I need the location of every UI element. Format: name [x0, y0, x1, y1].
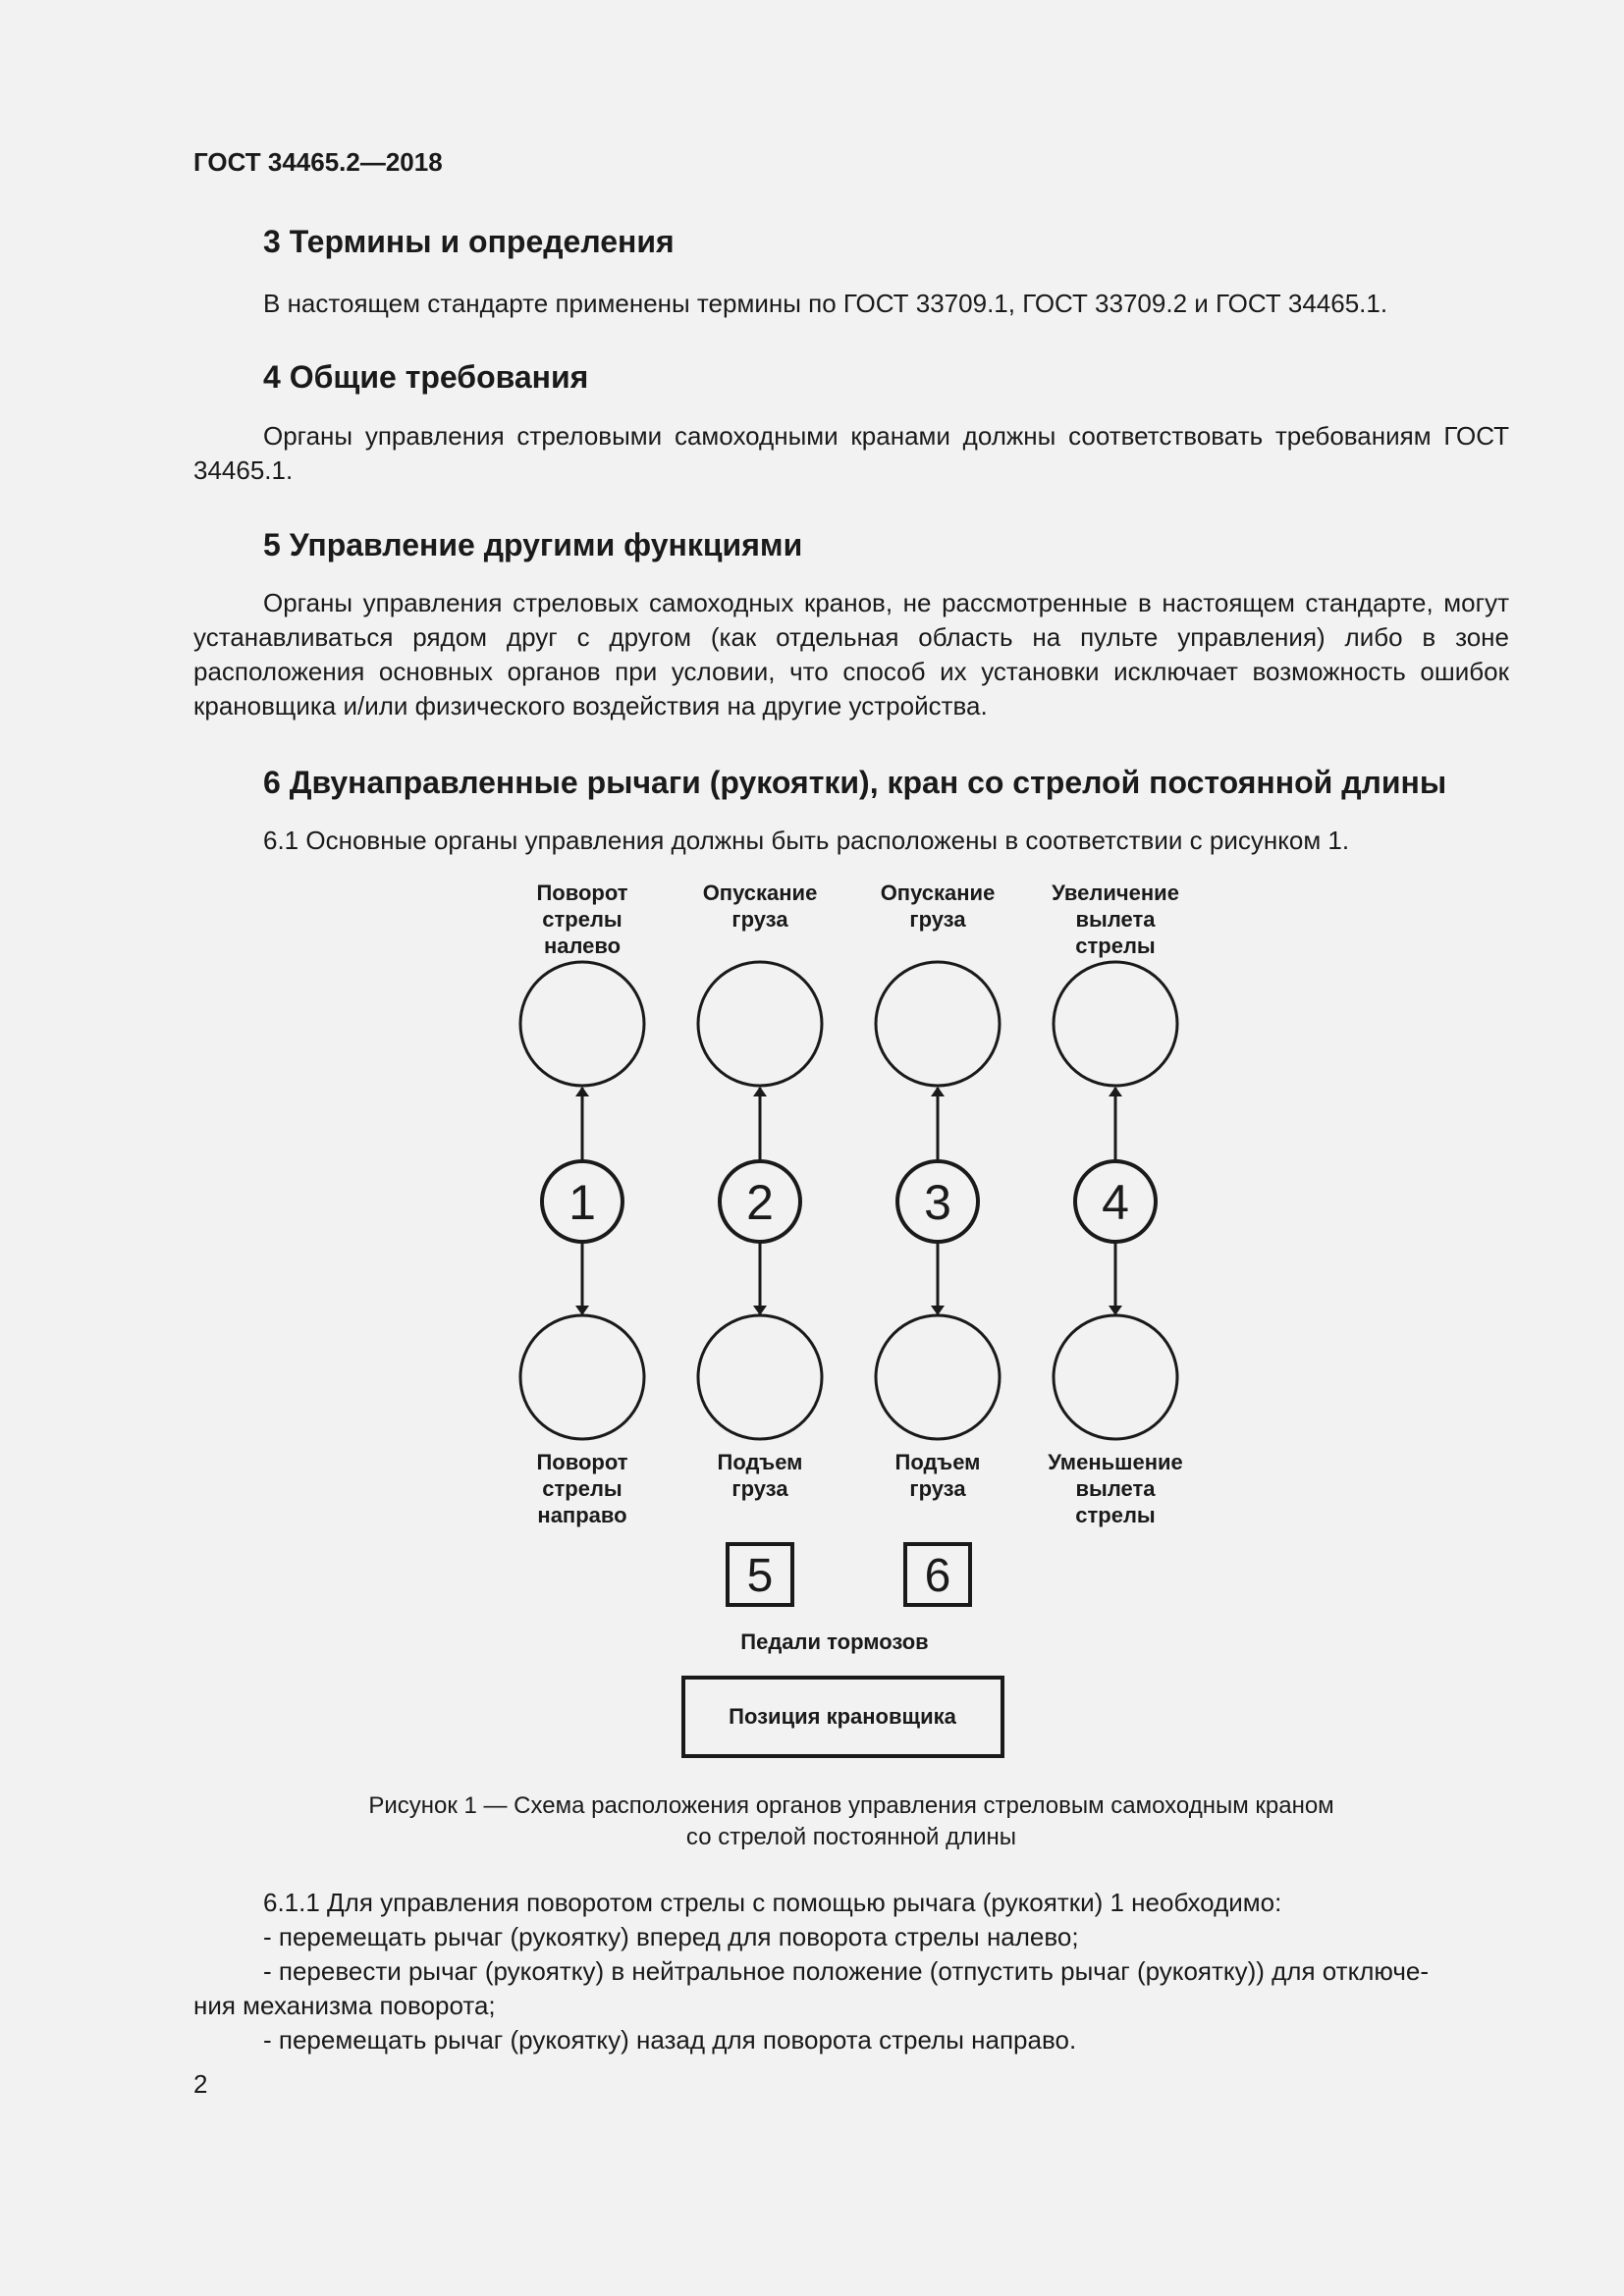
lever-4-forward-position — [1054, 962, 1177, 1086]
figure-caption-line-2: со стрелой постоянной длины — [685, 1824, 1017, 1850]
clause-6-1-1-intro: 6.1.1 Для управления поворотом стрелы с помощью рычага (рукоятки) 1 необходимо: — [263, 1888, 1282, 1917]
lever-2-bottom-label: груза — [731, 1476, 788, 1501]
lever-3-bottom-label: Подъем — [894, 1450, 981, 1474]
lever-4-bottom-label: вылета — [1075, 1476, 1156, 1501]
lever-2-top-label: Опускание — [702, 881, 818, 905]
section-4-paragraph: Органы управления стреловыми самоходными кранами должны соответствовать требованиям ГОСТ 34465.1. — [193, 421, 1509, 485]
pedal-6-number: 6 — [924, 1550, 951, 1602]
lever-2-top-label: груза — [731, 907, 788, 932]
brake-pedals-label: Педали тормозов — [740, 1629, 929, 1654]
section-3-paragraph: В настоящем стандарте применены термины по ГОСТ 33709.1, ГОСТ 33709.2 и ГОСТ 34465.1. — [263, 289, 1388, 318]
section-6-heading: 6 Двунаправленные рычаги (рукоятки), кран со стрелой постоянной длины — [263, 765, 1447, 800]
lever-4-bottom-label: стрелы — [1075, 1503, 1156, 1527]
clause-6-1-1-item-3: - перемещать рычаг (рукоятку) назад для поворота стрелы направо. — [263, 2025, 1077, 2055]
figure-caption — [193, 1790, 1509, 1853]
operator-position-label: Позиция крановщика — [729, 1704, 956, 1729]
lever-1-backward-position — [520, 1315, 644, 1439]
lever-4-top-label: стрелы — [1075, 934, 1156, 958]
section-3-heading: 3 Термины и определения — [263, 224, 675, 259]
lever-2-forward-position — [698, 962, 822, 1086]
figure-caption-line-1: Рисунок 1 — Схема расположения органов управления стреловым самоходным краном — [368, 1792, 1334, 1819]
section-5-paragraph: Органы управления стреловых самоходных кранов, не рассмотренные в настоящем стандарте, могут устанавливаться рядом друг с другом (как отдельная область на пульте управления) либо в зоне расположения основных органов при условии, что способ их установки исключает возможность ошибок крановщика и/или физического воздействия на другие устройства. — [193, 588, 1509, 721]
lever-1-forward-position — [520, 962, 644, 1086]
lever-3-bottom-label: груза — [909, 1476, 966, 1501]
clause-6-1-1-item-2b: ния механизма поворота; — [193, 1991, 496, 2020]
pedal-5-number: 5 — [746, 1550, 774, 1602]
lever-4-number: 4 — [1102, 1175, 1129, 1230]
lever-4-bottom-label: Уменьшение — [1048, 1450, 1183, 1474]
document-code-header: ГОСТ 34465.2—2018 — [193, 147, 443, 177]
lever-3-backward-position — [876, 1315, 1000, 1439]
lever-2-number: 2 — [746, 1175, 774, 1230]
lever-3-top-label: груза — [909, 907, 966, 932]
lever-2-bottom-label: Подъем — [717, 1450, 803, 1474]
section-4-heading: 4 Общие требования — [263, 359, 589, 395]
section-5-heading: 5 Управление другими функциями — [263, 527, 803, 562]
clause-6-1-1-item-1: - перемещать рычаг (рукоятку) вперед для поворота стрелы налево; — [263, 1922, 1079, 1951]
lever-4-backward-position — [1054, 1315, 1177, 1439]
lever-3-number: 3 — [924, 1175, 951, 1230]
clause-6-1: 6.1 Основные органы управления должны быть расположены в соответствии с рисунком 1. — [263, 826, 1350, 855]
lever-3-forward-position — [876, 962, 1000, 1086]
lever-4-top-label: вылета — [1075, 907, 1156, 932]
lever-3-top-label: Опускание — [880, 881, 996, 905]
lever-4-top-label: Увеличение — [1052, 881, 1179, 905]
lever-2-backward-position — [698, 1315, 822, 1439]
clause-6-1-1-item-2a: - перевести рычаг (рукоятку) в нейтральное положение (отпустить рычаг (рукоятку)) для отключе- — [263, 1956, 1429, 1986]
lever-1-bottom-label: направо — [537, 1503, 627, 1527]
lever-1-number: 1 — [568, 1175, 596, 1230]
lever-1-bottom-label: Поворот — [536, 1450, 628, 1474]
lever-1-bottom-label: стрелы — [542, 1476, 623, 1501]
page-number: 2 — [193, 2069, 208, 2099]
lever-1-top-label: налево — [543, 934, 622, 958]
lever-1-top-label: Поворот — [536, 881, 628, 905]
lever-1-top-label: стрелы — [542, 907, 623, 932]
